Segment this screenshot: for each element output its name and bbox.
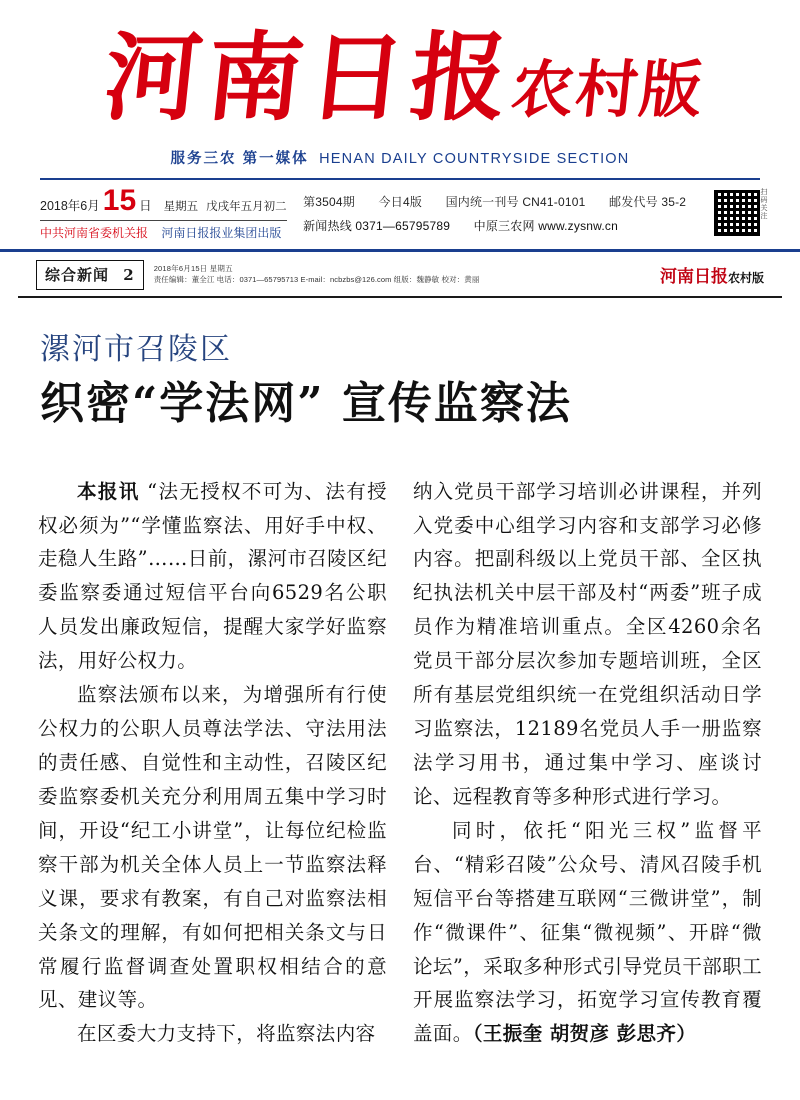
slogan-english: HENAN DAILY COUNTRYSIDE SECTION: [319, 150, 630, 167]
section-page-number: 2: [123, 265, 135, 284]
publication-info-bar: [40, 183, 767, 241]
section-meta-date: 2018年6月15日 星期五: [153, 263, 233, 273]
publication-meta: [289, 186, 706, 241]
masthead: [0, 0, 800, 252]
website-address[interactable]: 中原三农网 www.zysnw.cn: [473, 218, 618, 233]
article-paragraph: 纳入党员干部学习培训必讲课程，并列入党委中心组学习内容和支部学习必修内容。把副科级以上党员干部、全区执纪执法机关中层干部及村“两委”班子成员作为精准培训重点。全区4260余名党员干部分层次参加专题培训班，全区所有基层党组织统一在党组织活动日学习监察法，12189名党员人手一册监察法学习用书，通过集中学习、座谈讨论、远程教育等多种形式进行学习。: [413, 479, 762, 808]
slogan-chinese: 服务三农 第一媒体: [170, 150, 309, 167]
date-block: [40, 183, 289, 241]
article-paragraph-text-1: “法无授权不可为、法有授权必须为”“学懂监察法、用好手中权、走稳人生路”……日前，漯河市召陵区纪委监察委通过短信平台向6529名公职人员发出廉政短信，提醒大家学好监察法，用好公权力。: [38, 479, 387, 673]
headline-kicker: 漯河市召陵区: [40, 331, 232, 367]
masthead-bottom-rule: [0, 249, 800, 252]
qr-code-label: 扫码关注: [760, 187, 767, 220]
headline-block: [40, 324, 760, 431]
section-tag-label: 综合新闻: [45, 265, 110, 284]
publication-meta-row-2: [303, 217, 706, 234]
newspaper-title-sub: 农村版: [507, 53, 708, 126]
article-paragraph: 监察法颁布以来，为增强所有行使公权力的公职人员尊法学法、守法用法的责任感、自觉性和主动性，召陵区纪委监察委机关充分利用周五集中学习时间，开设“纪工小讲堂”，让每位纪检监察干部为机关全体人员上一节监察法释义课，要求有教案，有自己对监察法相关条文的理解，有如何把相关条文与日常履行监督调查处置职权相结合的意见、建议等。: [38, 683, 387, 1012]
article-paragraph-text-2: 同时，依托“阳光三权”监督平台、“精彩召陵”公众号、清风召陵手机短信平台等搭建互联网“三微讲堂”，制作“微课件”、征集“微视频”、开辟“微论坛”，采取多种形式引导党员干部职工开展监察法学习，拓宽学习宣传教育覆盖面。: [413, 818, 762, 1046]
qr-code-block: [706, 186, 767, 241]
headline-main: 织密“学法网” 宣传监察法: [40, 377, 572, 429]
date-day: 15: [102, 183, 137, 217]
page-count: 今日4版: [378, 194, 423, 209]
date-day-suffix: 日: [139, 198, 152, 213]
newspaper-title-main: 河南日报: [99, 21, 520, 134]
article-paragraph: [413, 814, 762, 1051]
newspaper-title: [0, 21, 800, 134]
issue-number: 第3504期: [303, 194, 355, 209]
article-lead-label: 本报讯: [77, 479, 140, 503]
publisher-left: 中共河南省委机关报: [40, 225, 149, 240]
date-year-month: 2018年6月: [40, 198, 100, 213]
article-body: [38, 475, 762, 1052]
article-paragraph: 在区委大力支持下，将监察法内容: [77, 1022, 376, 1046]
section-brand-main: 河南日报: [659, 267, 728, 288]
postal-code: 邮发代号 35-2: [609, 194, 687, 209]
date-weekday: 星期五: [163, 200, 199, 213]
section-brand: [660, 262, 764, 287]
publication-meta-row-1: [303, 193, 706, 210]
article-column-left: [38, 475, 387, 1052]
section-tag[interactable]: [36, 260, 144, 290]
news-hotline: 新闻热线 0371—65795789: [303, 218, 451, 233]
section-brand-sub: 农村版: [727, 271, 764, 286]
date-row: [40, 183, 289, 217]
masthead-divider: [40, 178, 760, 180]
section-header-bar: [18, 252, 782, 298]
cn-serial-code: 国内统一刊号 CN41-0101: [445, 194, 586, 209]
date-lunar: 戊戌年五月初二: [206, 200, 287, 213]
publisher-row: [40, 224, 289, 241]
masthead-slogan: [0, 147, 800, 168]
date-divider: [40, 220, 287, 221]
article-paragraph: [38, 475, 387, 679]
article-column-right: [413, 475, 762, 1052]
qr-code-icon[interactable]: [714, 190, 760, 236]
section-meta: [144, 264, 660, 286]
article-byline: （王振奎 胡贺彦 彭思齐）: [472, 1022, 697, 1046]
section-meta-credits: 责任编辑：董全江 电话：0371—65795713 E-mail：ncbzbs@126.com 组版：魏静敏 校对：黄丽: [153, 274, 480, 284]
publisher-right: 河南日报报业集团出版: [161, 225, 282, 240]
